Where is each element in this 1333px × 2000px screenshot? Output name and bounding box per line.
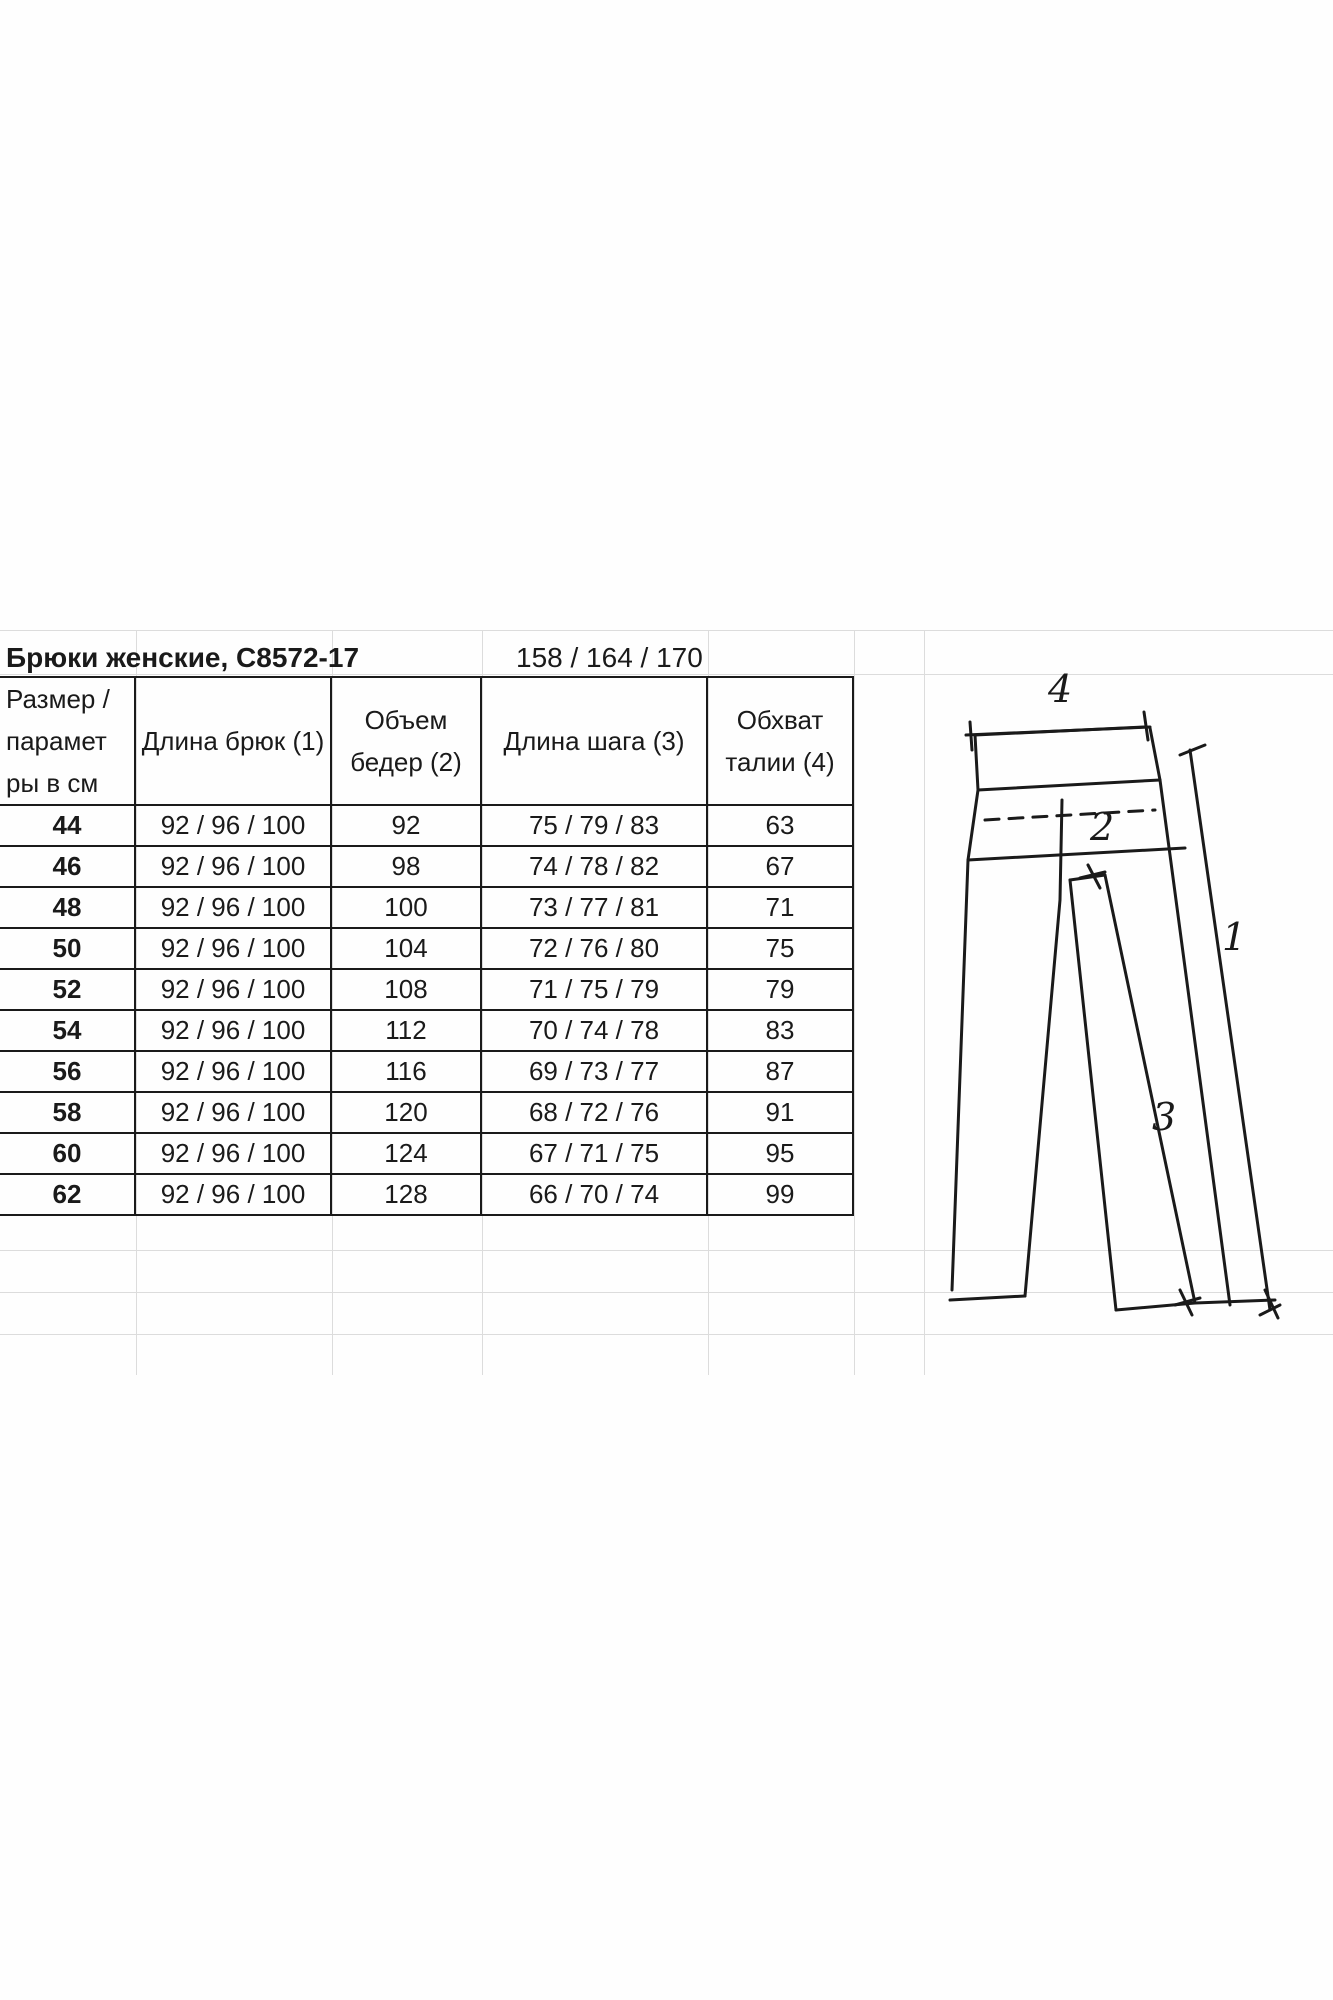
value-cell: 91 — [707, 1092, 853, 1133]
size-cell: 58 — [0, 1092, 135, 1133]
trousers-drawing — [930, 650, 1310, 1370]
value-cell: 120 — [331, 1092, 481, 1133]
table-row — [0, 1133, 853, 1174]
product-title: Брюки женские, С8572-17 — [6, 642, 360, 673]
trousers-sketch — [930, 650, 1310, 1370]
value-cell: 92 / 96 / 100 — [135, 805, 331, 846]
value-cell: 67 — [707, 846, 853, 887]
value-cell: 92 — [331, 805, 481, 846]
value-cell: 124 — [331, 1133, 481, 1174]
table-row — [0, 1174, 853, 1215]
size-cell: 54 — [0, 1010, 135, 1051]
size-cell: 60 — [0, 1133, 135, 1174]
grid-column-line — [854, 630, 855, 1375]
value-cell: 73 / 77 / 81 — [481, 887, 707, 928]
table-row — [0, 928, 853, 969]
value-cell: 74 / 78 / 82 — [481, 846, 707, 887]
table-row — [0, 1092, 853, 1133]
value-cell: 92 / 96 / 100 — [135, 887, 331, 928]
value-cell: 98 — [331, 846, 481, 887]
sketch-label-2: 2 — [1090, 805, 1115, 849]
header-hip-girth: Объем бедер (2) — [331, 677, 481, 805]
grid-row-line — [0, 630, 1333, 631]
table-row — [0, 1051, 853, 1092]
table-row — [0, 846, 853, 887]
table-row — [0, 887, 853, 928]
value-cell: 63 — [707, 805, 853, 846]
header-trouser-length: Длина брюк (1) — [135, 677, 331, 805]
value-cell: 67 / 71 / 75 — [481, 1133, 707, 1174]
value-cell: 92 / 96 / 100 — [135, 928, 331, 969]
size-cell: 56 — [0, 1051, 135, 1092]
value-cell: 92 / 96 / 100 — [135, 846, 331, 887]
value-cell: 92 / 96 / 100 — [135, 1010, 331, 1051]
value-cell: 116 — [331, 1051, 481, 1092]
value-cell: 92 / 96 / 100 — [135, 1174, 331, 1215]
size-cell: 44 — [0, 805, 135, 846]
value-cell: 68 / 72 / 76 — [481, 1092, 707, 1133]
value-cell: 75 / 79 / 83 — [481, 805, 707, 846]
value-cell: 100 — [331, 887, 481, 928]
header-size: Размер / парамет ры в см — [0, 677, 135, 805]
table-row — [0, 969, 853, 1010]
value-cell: 72 / 76 / 80 — [481, 928, 707, 969]
value-cell: 104 — [331, 928, 481, 969]
value-cell: 108 — [331, 969, 481, 1010]
header-inseam-length: Длина шага (3) — [481, 677, 707, 805]
value-cell: 79 — [707, 969, 853, 1010]
value-cell: 92 / 96 / 100 — [135, 1133, 331, 1174]
value-cell: 71 / 75 / 79 — [481, 969, 707, 1010]
sketch-label-3: 3 — [1152, 1095, 1177, 1139]
value-cell: 69 / 73 / 77 — [481, 1051, 707, 1092]
value-cell: 83 — [707, 1010, 853, 1051]
size-cell: 48 — [0, 887, 135, 928]
size-cell: 46 — [0, 846, 135, 887]
table-row — [0, 1010, 853, 1051]
size-cell: 62 — [0, 1174, 135, 1215]
value-cell: 99 — [707, 1174, 853, 1215]
value-cell: 92 / 96 / 100 — [135, 969, 331, 1010]
size-table — [0, 676, 854, 1216]
height-range: 158 / 164 / 170 — [516, 642, 703, 673]
size-chart-sheet — [0, 630, 1333, 1375]
sketch-label-1: 1 — [1222, 915, 1247, 959]
value-cell: 92 / 96 / 100 — [135, 1051, 331, 1092]
table-row — [0, 805, 853, 846]
grid-column-line — [924, 630, 925, 1375]
value-cell: 75 — [707, 928, 853, 969]
value-cell: 92 / 96 / 100 — [135, 1092, 331, 1133]
value-cell: 128 — [331, 1174, 481, 1215]
value-cell: 71 — [707, 887, 853, 928]
value-cell: 87 — [707, 1051, 853, 1092]
sketch-label-4: 4 — [1048, 667, 1073, 711]
header-waist-girth: Обхват талии (4) — [707, 677, 853, 805]
size-cell: 50 — [0, 928, 135, 969]
size-cell: 52 — [0, 969, 135, 1010]
value-cell: 70 / 74 / 78 — [481, 1010, 707, 1051]
value-cell: 95 — [707, 1133, 853, 1174]
value-cell: 66 / 70 / 74 — [481, 1174, 707, 1215]
value-cell: 112 — [331, 1010, 481, 1051]
table-header-row — [0, 677, 853, 805]
